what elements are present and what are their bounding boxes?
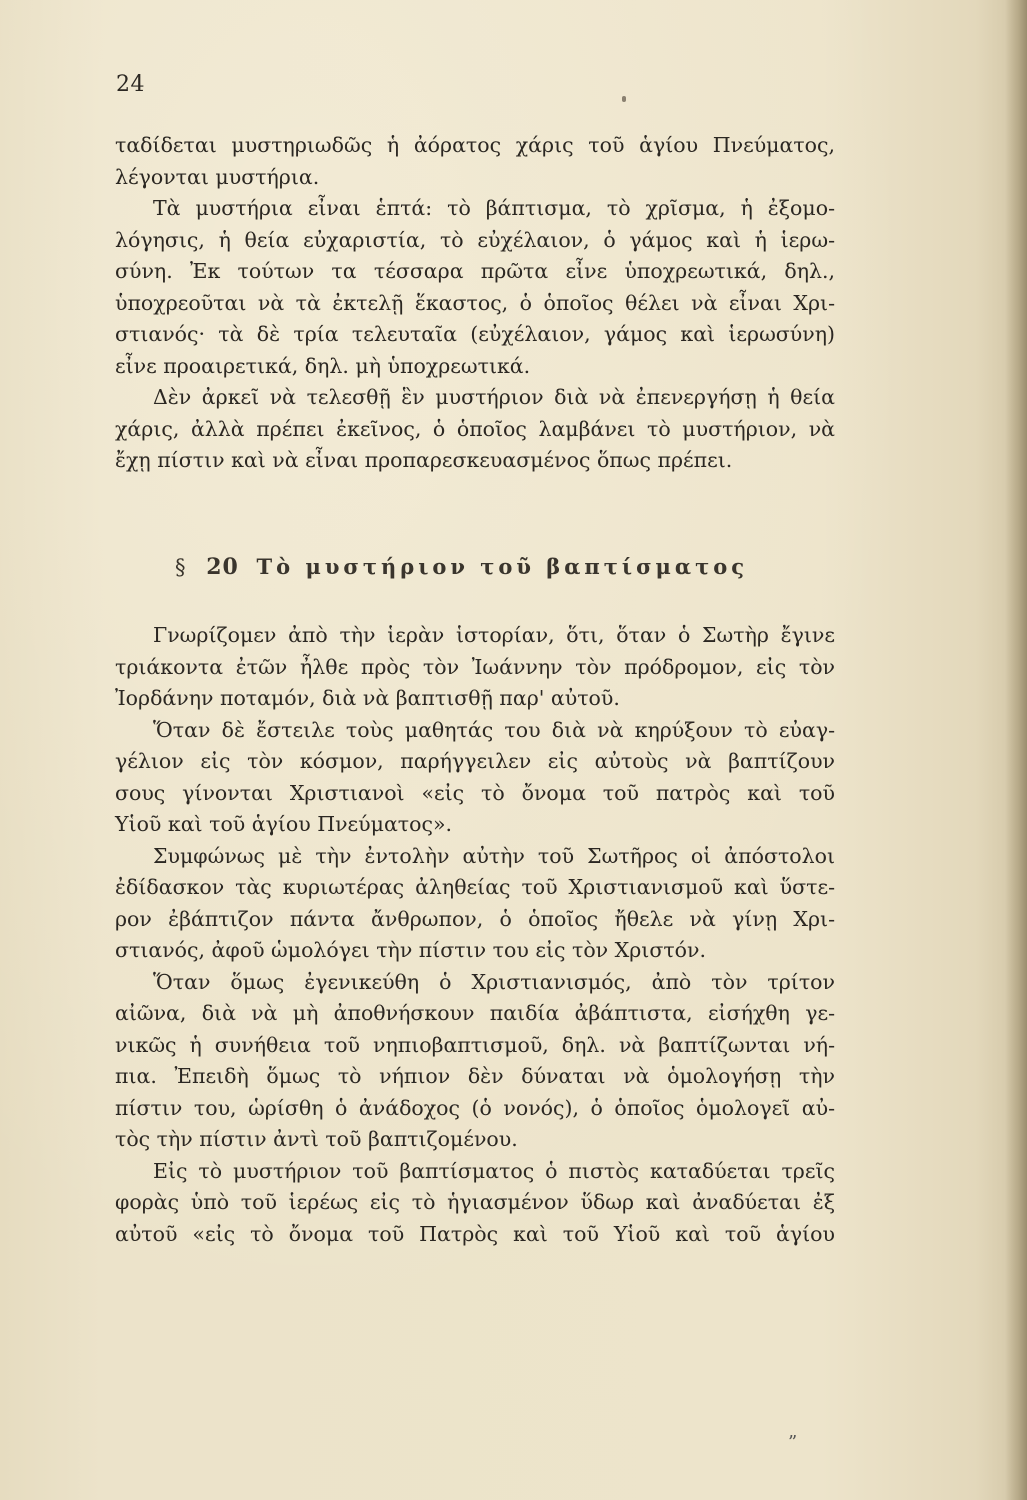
page-number: 24 xyxy=(116,72,145,97)
text-line: Συμφώνως μὲ τὴν ἐντολὴν αὐτὴν τοῦ Σωτῆρος οἱ ἀπόστολοι xyxy=(153,843,835,868)
text-line: χάρις, ἀλλὰ πρέπει ἐκεῖνος, ὁ ὁποῖος λαμβάνει τὸ μυστήριον, νὰ xyxy=(115,416,835,441)
text-line: ὑποχρεοῦται νὰ τὰ ἐκτελῇ ἕκαστος, ὁ ὁποῖος θέλει νὰ εἶναι Χρι- xyxy=(115,290,835,315)
text-line: λέγονται μυστήρια. xyxy=(115,164,320,189)
text-line: αὐτοῦ «εἰς τὸ ὄνομα τοῦ Πατρὸς καὶ τοῦ Υἱοῦ καὶ τοῦ ἁγίου xyxy=(115,1221,835,1246)
page-binding-edge xyxy=(1005,0,1027,1500)
stray-pencil-mark: ” xyxy=(788,1432,798,1453)
text-line: Τὰ μυστήρια εἶναι ἑπτά: τὸ βάπτισμα, τὸ χρῖσμα, ἡ ἐξομο- xyxy=(153,196,835,220)
text-line: πίστιν του, ὡρίσθη ὁ ἀνάδοχος (ὁ νονός), ὁ ὁποῖος ὁμολογεῖ αὐ- xyxy=(115,1095,835,1120)
text-line: Εἰς τὸ μυστήριον τοῦ βαπτίσματος ὁ πιστὸς καταδύεται τρεῖς xyxy=(153,1158,835,1183)
paragraph-1 xyxy=(115,130,835,193)
paragraph-3 xyxy=(115,382,835,477)
text-line: Ὅταν ὅμως ἐγενικεύθη ὁ Χριστιανισμός, ἀπὸ τὸν τρίτον xyxy=(153,969,835,994)
text-block-bottom xyxy=(115,620,835,1250)
section-number: 20 xyxy=(206,554,239,580)
text-line: στιανός, ἀφοῦ ὡμολόγει τὴν πίστιν του εἰς τὸν Χριστόν. xyxy=(115,938,706,962)
text-line: ταδίδεται μυστηριωδῶς ἡ ἀόρατος χάρις τοῦ ἁγίου Πνεύματος, xyxy=(115,133,835,157)
text-line: σύνη. Ἐκ τούτων τα τέσσαρα πρῶτα εἶνε ὑποχρεωτικά, δηλ., xyxy=(115,259,835,283)
text-line: γέλιον εἰς τὸν κόσμον, παρήγγειλεν εἰς αὐτοὺς νὰ βαπτίζουν xyxy=(115,749,835,773)
text-line: Ἰορδάνην ποταμόν, διὰ νὰ βαπτισθῇ παρ' αὐτοῦ. xyxy=(115,686,620,710)
text-line: ἐδίδασκον τὰς κυριωτέρας ἀληθείας τοῦ Χριστιανισμοῦ καὶ ὕστε- xyxy=(115,875,835,899)
text-line: νικῶς ἡ συνήθεια τοῦ νηπιοβαπτισμοῦ, δηλ. νὰ βαπτίζωνται νή- xyxy=(115,1032,835,1057)
text-line: Δὲν ἀρκεῖ νὰ τελεσθῇ ἓν μυστήριον διὰ νὰ ἐπενεργήσῃ ἡ θεία xyxy=(153,385,835,409)
text-line: στιανός· τὰ δὲ τρία τελευταῖα (εὐχέλαιον, γάμος καὶ ἱερωσύνη) xyxy=(115,322,835,346)
paragraph-6 xyxy=(115,841,835,967)
section-heading xyxy=(175,554,795,580)
text-line: πια. Ἐπειδὴ ὅμως τὸ νήπιον δὲν δύναται νὰ ὁμολογήσῃ τὴν xyxy=(115,1064,835,1088)
ink-speck xyxy=(622,96,626,102)
text-line: λόγησις, ἡ θεία εὐχαριστία, τὸ εὐχέλαιον, ὁ γάμος καὶ ἡ ἱερω- xyxy=(115,227,835,252)
paragraph-8 xyxy=(115,1156,835,1251)
paragraph-4 xyxy=(115,620,835,715)
text-line: αἰῶνα, διὰ νὰ μὴ ἀποθνήσκουν παιδία ἀβάπτιστα, εἰσήχθη γε- xyxy=(115,1001,835,1025)
paragraph-5 xyxy=(115,715,835,841)
text-line: τὸς τὴν πίστιν ἀντὶ τοῦ βαπτιζομένου. xyxy=(115,1127,518,1151)
text-line: Γνωρίζομεν ἀπὸ τὴν ἱερὰν ἱστορίαν, ὅτι, ὅταν ὁ Σωτὴρ ἔγινε xyxy=(153,623,835,647)
text-line: σους γίνονται Χριστιανοὶ «εἰς τὸ ὄνομα τοῦ πατρὸς καὶ τοῦ xyxy=(115,780,835,805)
paragraph-7 xyxy=(115,967,835,1156)
text-line: ρον ἐβάπτιζον πάντα ἄνθρωπον, ὁ ὁποῖος ἤθελε νὰ γίνῃ Χρι- xyxy=(115,906,835,931)
text-line: φορὰς ὑπὸ τοῦ ἱερέως εἰς τὸ ἡγιασμένον ὕδωρ καὶ ἀναδύεται ἐξ xyxy=(115,1190,835,1214)
text-line: εἶνε προαιρετικά, δηλ. μὴ ὑποχρεωτικά. xyxy=(115,353,531,378)
section-title: Τὸ μυστήριον τοῦ βαπτίσματος xyxy=(256,554,749,579)
paragraph-2 xyxy=(115,193,835,382)
text-line: ἔχῃ πίστιν καὶ νὰ εἶναι προπαρεσκευασμένος ὅπως πρέπει. xyxy=(115,448,733,472)
text-line: Υἱοῦ καὶ τοῦ ἁγίου Πνεύματος». xyxy=(115,812,453,836)
text-block-top xyxy=(115,130,835,477)
section-symbol: § xyxy=(175,555,189,579)
text-line: τριάκοντα ἐτῶν ἦλθε πρὸς τὸν Ἰωάννην τὸν πρόδρομον, εἰς τὸν xyxy=(115,654,835,679)
text-line: Ὅταν δὲ ἔστειλε τοὺς μαθητάς του διὰ νὰ κηρύξουν τὸ εὐαγ- xyxy=(153,717,835,742)
